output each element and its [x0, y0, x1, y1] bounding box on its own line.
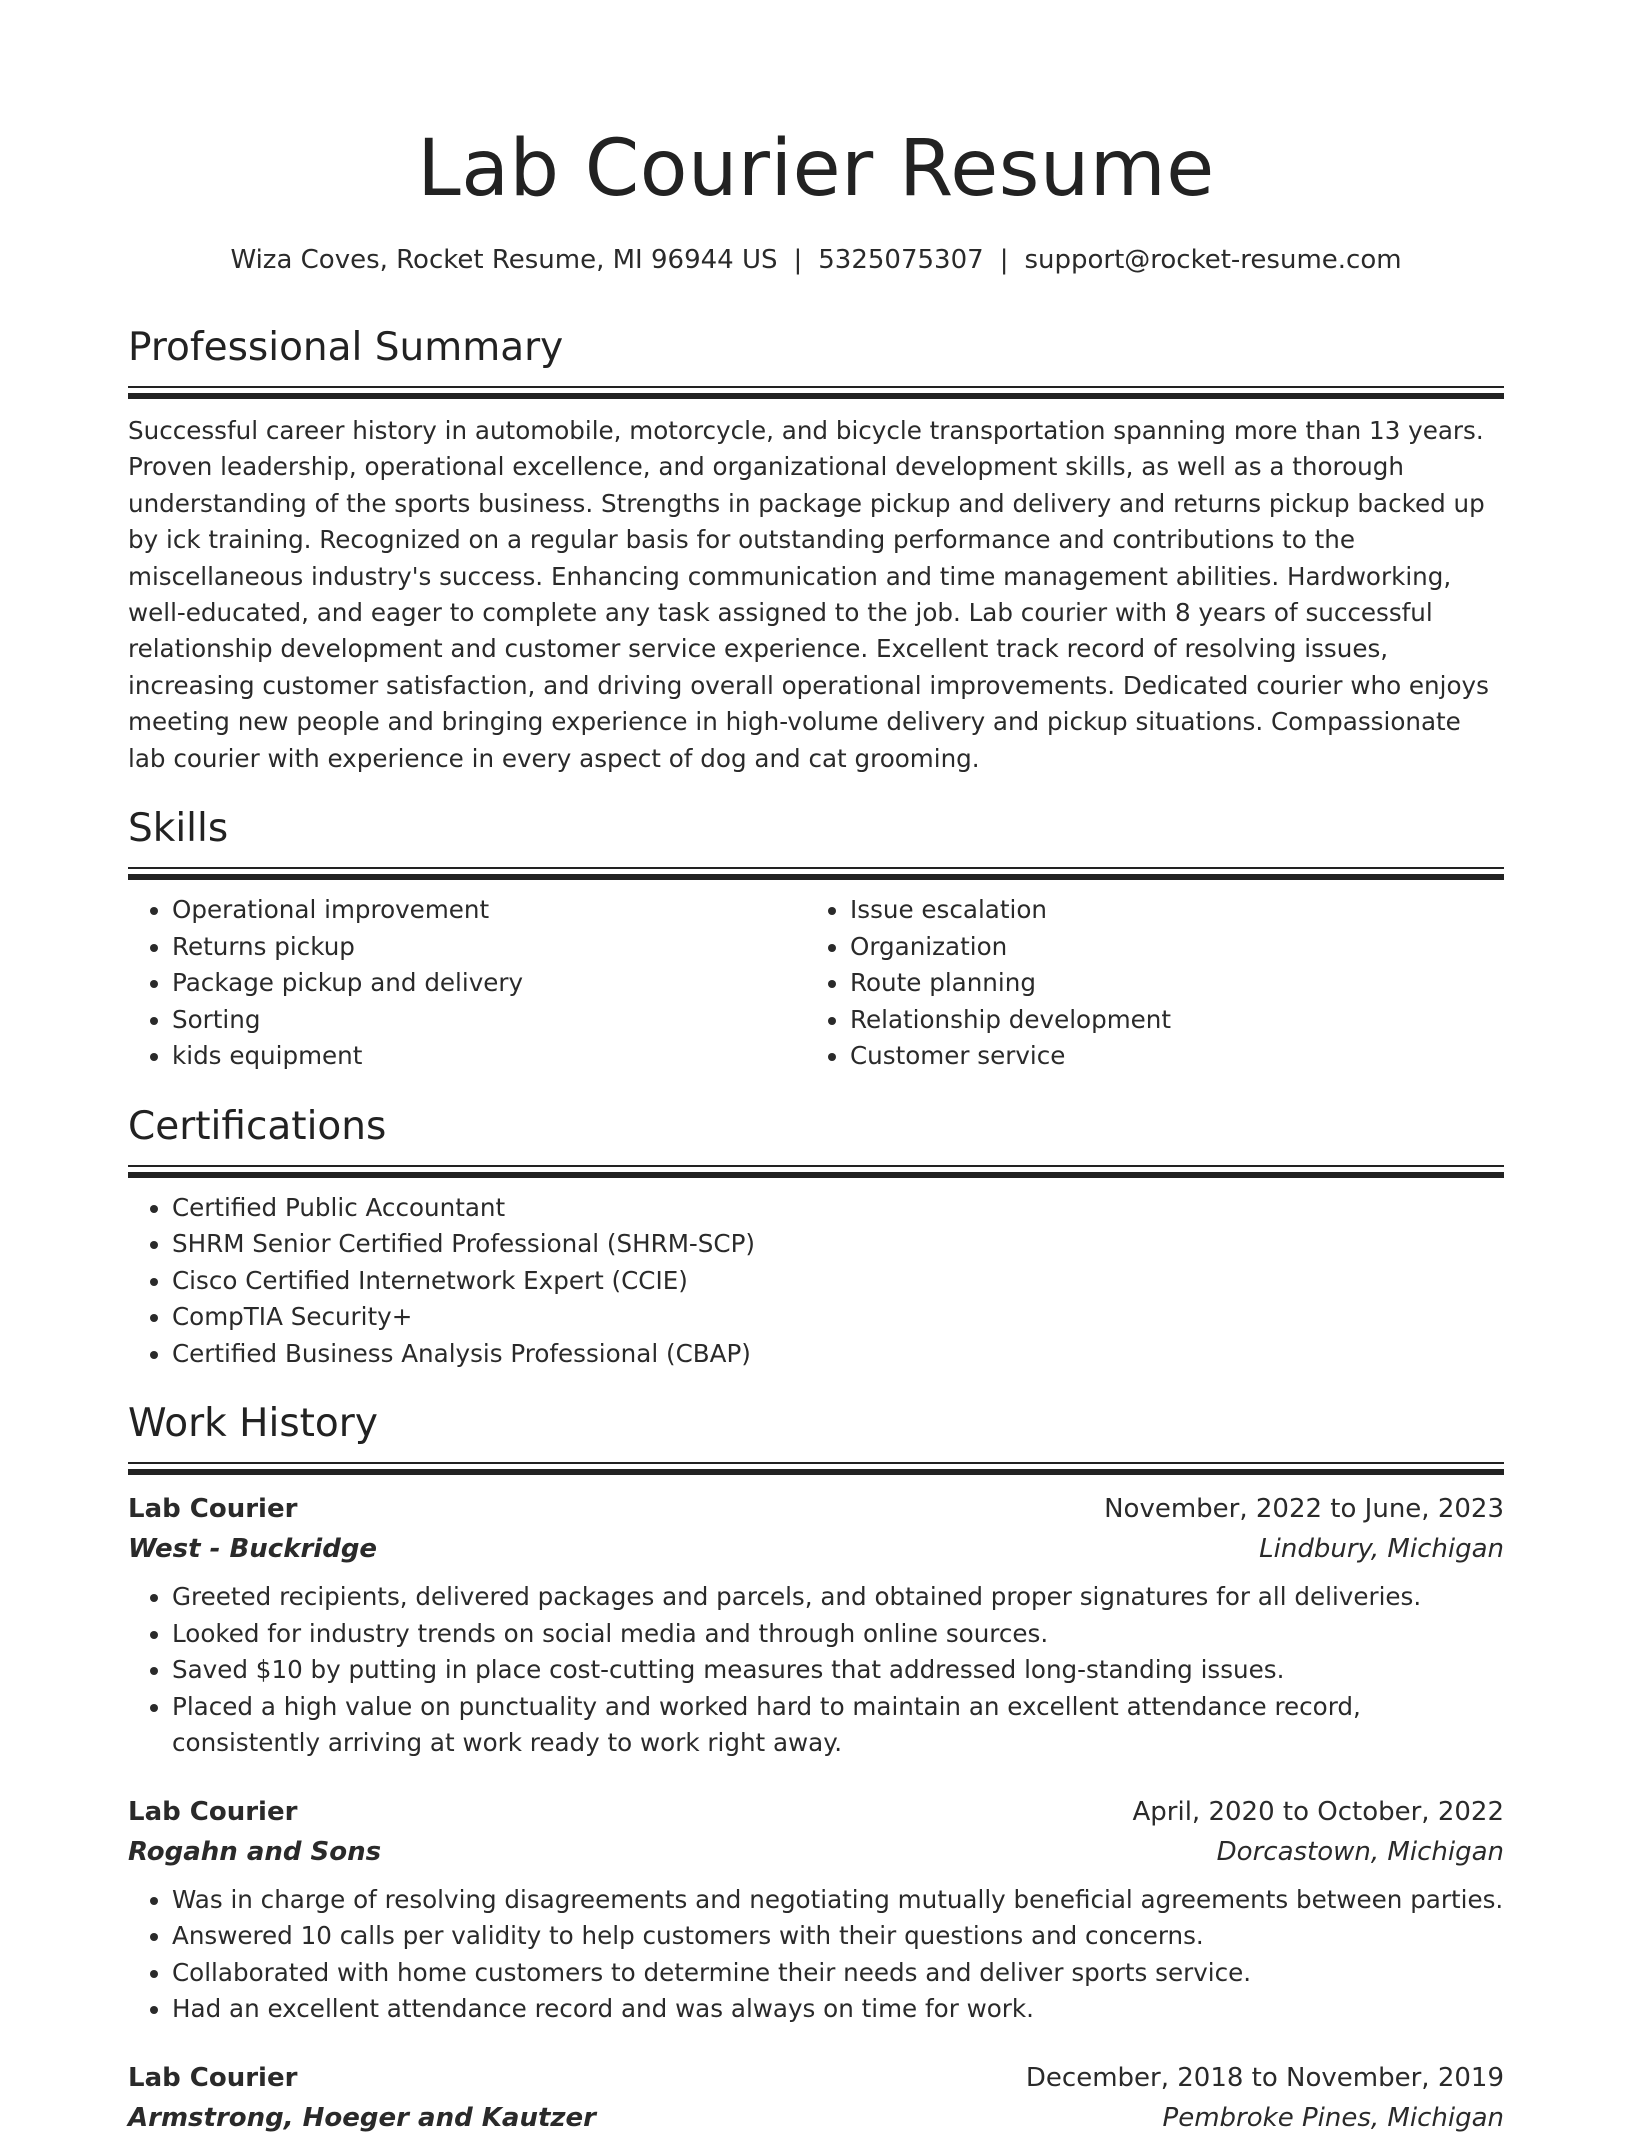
job-header [128, 1792, 1504, 1832]
job-subheader [128, 2098, 1504, 2138]
job-title: Lab Courier [128, 1796, 298, 1827]
job-duty: • Placed a high value on punctuality and worked hard to maintain an excellent attendance record, consistently arriving at work ready to work right away. [172, 1689, 1504, 1762]
work-history-section [128, 1398, 1504, 2138]
job-duty: • Was in charge of resolving disagreements and negotiating mutually beneficial agreements between parties. [172, 1882, 1504, 1919]
skill-item: • Sorting [172, 1002, 806, 1039]
skill-item: • Returns pickup [172, 929, 806, 966]
job-location: Lindbury, Michigan [1259, 1534, 1504, 1565]
skill-item: • Customer service [850, 1038, 1484, 1075]
contact-email[interactable]: support@rocket-resume.com [1024, 245, 1402, 275]
skills-heading: Skills [128, 806, 229, 852]
contact-phone: 5325075307 [818, 245, 984, 275]
job-dates: November, 2022 to June, 2023 [1104, 1494, 1504, 1525]
certification-item: • Certified Business Analysis Professional (CBAP) [172, 1336, 1504, 1373]
job-dates: April, 2020 to October, 2022 [1132, 1796, 1504, 1827]
job-duty: • Greeted recipients, delivered packages and parcels, and obtained proper signatures for all deliveries. [172, 1579, 1504, 1616]
skills-grid [128, 892, 1504, 1075]
job-duty: • Looked for industry trends on social media and through online sources. [172, 1616, 1504, 1653]
job-header [128, 1489, 1504, 1529]
skill-item: • Route planning [850, 965, 1484, 1002]
section-divider [128, 1165, 1504, 1178]
contact-separator: | [793, 245, 803, 275]
job-entry [128, 2058, 1504, 2138]
job-duties-list [128, 1882, 1504, 2028]
job-company: Rogahn and Sons [128, 1836, 382, 1867]
job-header [128, 2058, 1504, 2098]
certifications-section [128, 1101, 1504, 1373]
job-dates: December, 2018 to November, 2019 [1025, 2062, 1504, 2093]
job-duty: • Collaborated with home customers to determine their needs and deliver sports service. [172, 1955, 1504, 1992]
job-entry [128, 1489, 1504, 1762]
skill-item: • Package pickup and delivery [172, 965, 806, 1002]
work-history-heading: Work History [128, 1401, 378, 1447]
summary-text: Successful career history in automobile, motorcycle, and bicycle transportation spanning more than 13 years. Proven leadership, operational excellence, and organizational development skills, as well as a thorough understanding of the sports business. Strengths in package pickup and delivery and returns pickup backed up by ick training. Recognized on a regular basis for outstanding performance and contributions to the miscellaneous industry's success. Enhancing communication and time management abilities. Hardworking, well-educated, and eager to complete any task assigned to the job. Lab courier with 8 years of successful relationship development and customer service experience. Excellent track record of resolving issues, increasing customer satisfaction, and driving overall operational improvements. Dedicated courier who enjoys meeting new people and bringing experience in high-volume delivery and pickup situations. Compassionate lab courier with experience in every aspect of dog and cat grooming. [128, 416, 1489, 773]
job-location: Dorcastown, Michigan [1216, 1836, 1504, 1867]
job-entry [128, 1792, 1504, 2028]
skill-item: • Issue escalation [850, 892, 1484, 929]
job-location: Pembroke Pines, Michigan [1162, 2102, 1504, 2133]
certifications-list [128, 1190, 1504, 1373]
job-subheader [128, 1832, 1504, 1872]
skill-item: • kids equipment [172, 1038, 806, 1075]
job-title: Lab Courier [128, 2062, 298, 2093]
job-duties-list [128, 1579, 1504, 1762]
job-company: Armstrong, Hoeger and Kautzer [128, 2102, 596, 2133]
contact-address: Wiza Coves, Rocket Resume, MI 96944 US [230, 245, 778, 275]
job-subheader [128, 1529, 1504, 1569]
contact-line [128, 242, 1504, 278]
skills-list-left [128, 892, 806, 1075]
job-duty: • Answered 10 calls per validity to help customers with their questions and concerns. [172, 1918, 1504, 1955]
contact-separator: | [999, 245, 1009, 275]
section-divider [128, 867, 1504, 880]
certification-item: • Certified Public Accountant [172, 1190, 1504, 1227]
job-company: West - Buckridge [128, 1534, 378, 1565]
resume-title: Lab Courier Resume [417, 124, 1215, 214]
skill-item: • Operational improvement [172, 892, 806, 929]
certification-item: • Cisco Certified Internetwork Expert (CCIE) [172, 1263, 1504, 1300]
job-duty: • Saved $10 by putting in place cost-cutting measures that addressed long-standing issues. [172, 1652, 1504, 1689]
skills-list-right [806, 892, 1484, 1075]
summary-heading: Professional Summary [128, 325, 564, 370]
section-divider [128, 386, 1504, 399]
section-divider [128, 1462, 1504, 1475]
skills-section [128, 803, 1504, 1075]
skill-item: • Relationship development [850, 1002, 1484, 1039]
summary-section [128, 322, 1504, 777]
certification-item: • SHRM Senior Certified Professional (SHRM-SCP) [172, 1226, 1504, 1263]
certification-item: • CompTIA Security+ [172, 1299, 1504, 1336]
certifications-heading: Certifications [128, 1103, 387, 1149]
job-duty: • Had an excellent attendance record and was always on time for work. [172, 1991, 1504, 2028]
job-title: Lab Courier [128, 1494, 298, 1525]
skill-item: • Organization [850, 929, 1484, 966]
